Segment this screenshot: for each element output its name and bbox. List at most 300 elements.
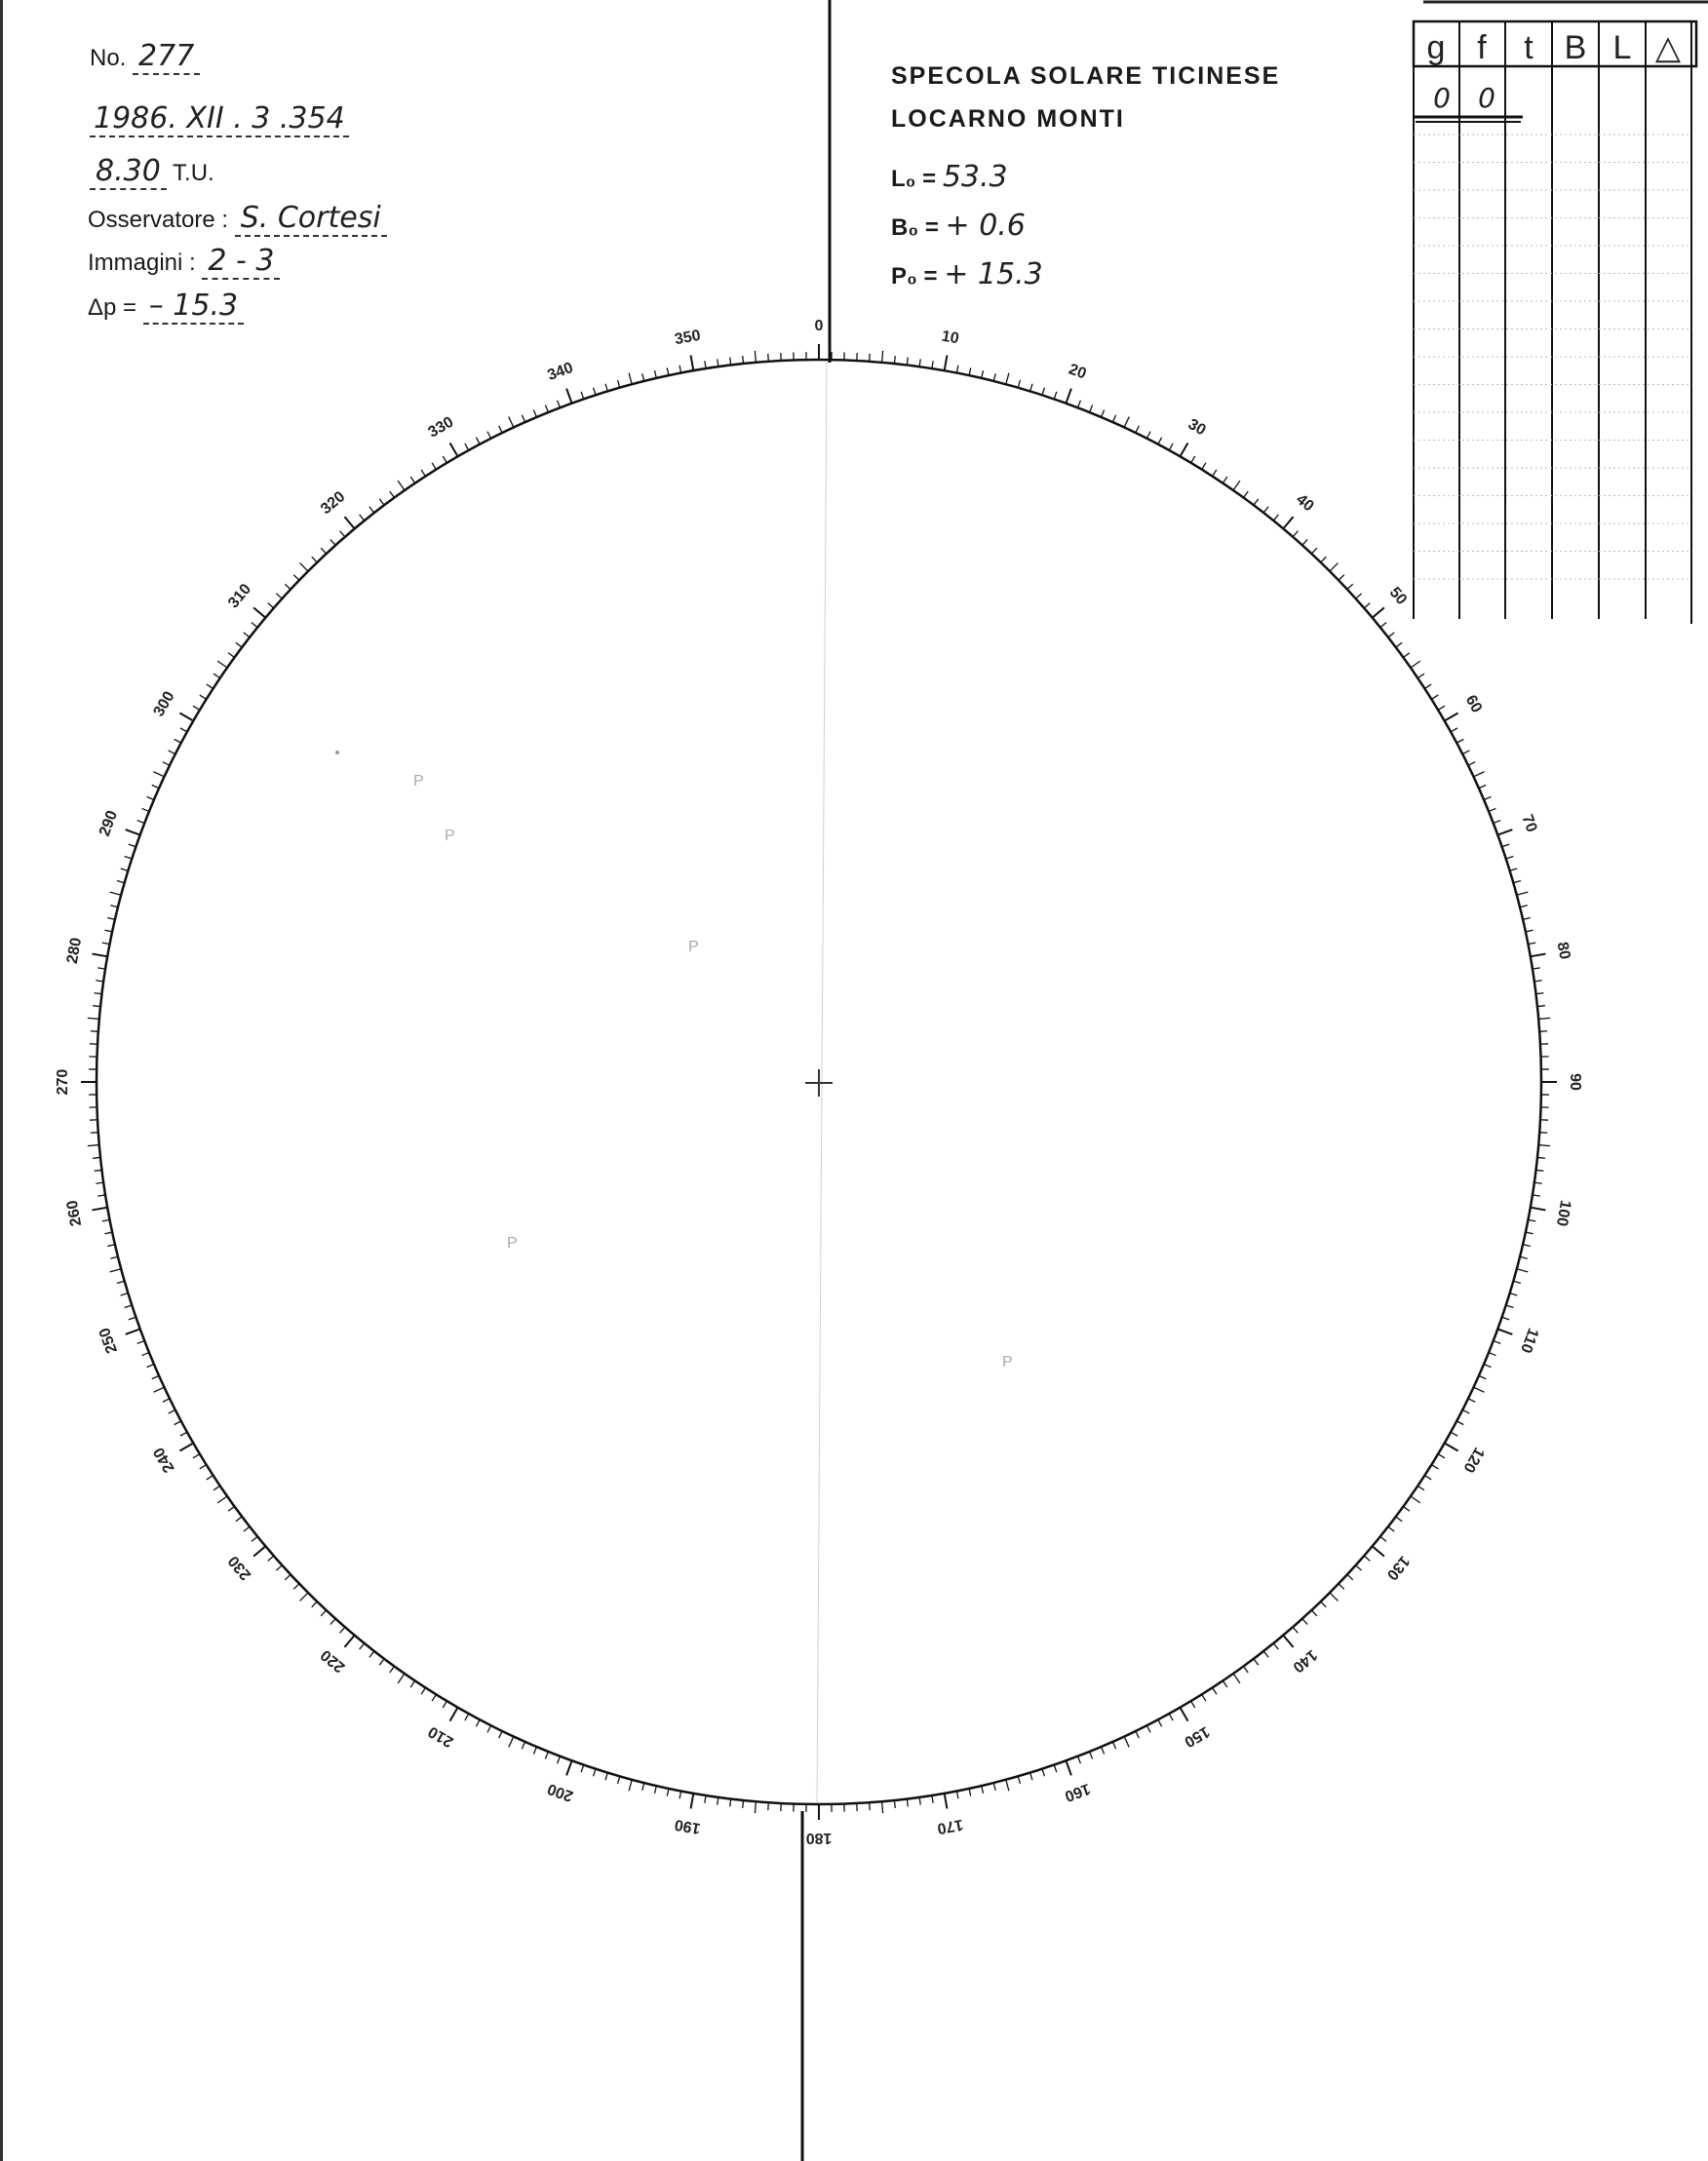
degree-tick — [691, 1794, 694, 1809]
degree-tick — [1124, 417, 1129, 428]
degree-tick — [1517, 892, 1529, 895]
degree-tick — [1158, 438, 1162, 444]
degree-tick — [117, 881, 125, 883]
degree-label: 120 — [1459, 1444, 1488, 1476]
degree-tick — [1445, 1444, 1458, 1451]
degree-tick — [344, 1636, 354, 1647]
degree-tick — [1510, 868, 1518, 870]
degree-tick — [1066, 1760, 1070, 1775]
degree-tick — [655, 370, 657, 378]
degree-tick — [293, 575, 299, 581]
degree-tick — [705, 1795, 706, 1803]
degree-tick — [236, 642, 242, 647]
degree-label: 260 — [63, 1198, 86, 1228]
degree-tick — [214, 1486, 220, 1489]
degree-tick — [104, 1232, 112, 1234]
degree-tick — [450, 443, 458, 456]
degree-tick — [1517, 1269, 1529, 1272]
degree-tick — [743, 356, 744, 364]
degree-tick — [228, 1507, 234, 1512]
degree-tick — [1411, 661, 1420, 668]
degree-tick — [1054, 392, 1057, 400]
degree-tick — [1523, 918, 1531, 920]
degree-tick — [1489, 1353, 1495, 1356]
degree-tick — [629, 373, 632, 385]
delta-p-label: Δp = — [88, 294, 137, 321]
degree-tick — [1417, 1486, 1424, 1489]
degree-tick — [1438, 1454, 1445, 1458]
table-header-t: t — [1524, 29, 1533, 66]
images-label: Immagini : — [88, 250, 196, 276]
degree-tick — [321, 548, 326, 554]
degree-tick — [945, 356, 948, 371]
degree-tick — [1136, 1731, 1140, 1738]
degree-tick — [1339, 575, 1344, 581]
degree-tick — [581, 392, 584, 400]
degree-tick — [894, 356, 895, 364]
degree-tick — [768, 354, 769, 362]
degree-tick — [1181, 443, 1188, 456]
degree-tick — [360, 1643, 365, 1649]
degree-tick — [1042, 1769, 1044, 1777]
degree-label: 300 — [150, 688, 178, 720]
record-number-value: 277 — [133, 39, 200, 75]
degree-tick — [969, 367, 971, 375]
degree-label: 10 — [940, 328, 960, 348]
degree-tick — [285, 1574, 291, 1579]
degree-tick — [1497, 830, 1512, 834]
degree-tick — [200, 1465, 207, 1469]
degree-tick — [207, 1476, 214, 1480]
degree-tick — [533, 410, 536, 417]
degree-tick — [340, 1627, 345, 1633]
degree-tick — [252, 623, 257, 628]
degree-tick — [1534, 1182, 1542, 1183]
degree-tick — [97, 968, 105, 969]
degree-tick — [509, 1737, 514, 1748]
faint-mark: P — [413, 773, 424, 790]
degree-tick — [179, 714, 193, 721]
degree-tick — [1302, 539, 1307, 545]
degree-tick — [1403, 653, 1409, 658]
degree-tick — [594, 388, 596, 396]
degree-tick — [667, 1789, 669, 1796]
param-L0-value: 53.3 — [942, 160, 1008, 194]
param-P0-value: + 15.3 — [944, 257, 1043, 291]
degree-tick — [499, 426, 503, 433]
degree-tick — [1479, 785, 1486, 788]
degree-tick — [919, 1797, 920, 1805]
degree-tick — [1451, 728, 1457, 732]
degree-tick — [1273, 1643, 1278, 1649]
faint-dot — [335, 751, 339, 754]
degree-tick — [1311, 1610, 1316, 1616]
degree-label: 150 — [1181, 1722, 1213, 1751]
degree-tick — [276, 1565, 282, 1570]
degree-label: 320 — [317, 488, 349, 519]
degree-tick — [1191, 456, 1195, 463]
degree-tick — [1474, 772, 1485, 777]
degree-tick — [142, 808, 149, 811]
degree-tick — [956, 366, 958, 373]
degree-tick — [421, 1687, 425, 1694]
degree-tick — [1373, 607, 1384, 617]
degree-tick — [1042, 388, 1044, 396]
degree-tick — [1018, 1776, 1020, 1784]
degree-tick — [97, 1195, 105, 1196]
degree-tick — [1112, 415, 1115, 422]
degree-tick — [179, 1444, 193, 1451]
degree-tick — [1484, 1365, 1491, 1368]
degree-label: 340 — [545, 359, 576, 385]
degree-tick — [1484, 796, 1491, 799]
degree-tick — [147, 1365, 154, 1368]
degree-tick — [882, 351, 883, 363]
observer-label: Osservatore : — [88, 207, 229, 233]
degree-tick — [870, 1802, 871, 1810]
degree-label: 170 — [935, 1815, 965, 1837]
degree-label: 200 — [545, 1779, 576, 1805]
degree-tick — [1244, 491, 1249, 497]
degree-tick — [93, 954, 108, 957]
degree-tick — [476, 438, 480, 444]
degree-tick — [1535, 993, 1543, 994]
table-header-g: g — [1426, 29, 1446, 66]
degree-tick — [1244, 1666, 1249, 1672]
faint-mark: P — [445, 828, 455, 844]
degree-tick — [581, 1765, 584, 1773]
degree-tick — [142, 1353, 149, 1356]
degree-tick — [1396, 1517, 1402, 1522]
faint-mark: P — [1002, 1354, 1013, 1370]
degree-tick — [1146, 432, 1150, 439]
degree-tick — [1273, 515, 1278, 521]
degree-tick — [605, 1773, 607, 1781]
degree-tick — [137, 821, 144, 824]
record-number-label: No. — [90, 45, 127, 71]
degree-tick — [1181, 1708, 1188, 1721]
degree-tick — [147, 796, 154, 799]
degree-tick — [340, 531, 345, 537]
degree-tick — [117, 1281, 125, 1283]
degree-tick — [730, 1798, 731, 1806]
degree-tick — [982, 370, 984, 378]
degree-tick — [96, 981, 103, 982]
degree-tick — [667, 367, 669, 375]
degree-tick — [421, 470, 425, 477]
degree-tick — [1462, 751, 1469, 754]
degree-tick — [1456, 1421, 1463, 1425]
degree-tick — [1347, 1574, 1353, 1579]
degree-tick — [1146, 1725, 1150, 1732]
degree-tick — [121, 868, 129, 870]
degree-tick — [1136, 426, 1140, 433]
degree-tick — [1191, 1701, 1195, 1708]
degree-tick — [1321, 1601, 1327, 1607]
degree-tick — [369, 1651, 374, 1657]
degree-tick — [154, 772, 165, 777]
degree-tick — [1169, 444, 1173, 450]
degree-tick — [1537, 1157, 1545, 1158]
degree-label: 110 — [1517, 1326, 1541, 1356]
degree-tick — [1223, 1680, 1226, 1687]
degree-tick — [1462, 1409, 1469, 1413]
degree-tick — [566, 1760, 571, 1775]
degree-tick — [107, 918, 115, 920]
degree-tick — [321, 1610, 326, 1616]
degree-tick — [1497, 1329, 1512, 1333]
degree-tick — [1523, 1245, 1531, 1247]
degree-tick — [1502, 1317, 1510, 1320]
degree-tick — [93, 1006, 100, 1007]
degree-tick — [558, 401, 561, 407]
degree-tick — [1030, 1773, 1032, 1781]
degree-tick — [152, 1375, 159, 1378]
degree-label: 80 — [1553, 941, 1573, 961]
degree-tick — [1537, 1006, 1545, 1007]
degree-tick — [1213, 470, 1217, 477]
degree-tick — [1513, 1281, 1521, 1283]
degree-tick — [545, 405, 548, 412]
degree-label: 30 — [1184, 415, 1209, 440]
degree-tick — [1254, 1659, 1259, 1665]
degree-label: 220 — [317, 1645, 349, 1676]
degree-tick — [509, 417, 514, 428]
degree-tick — [558, 1756, 561, 1763]
degree-tick — [96, 1182, 103, 1183]
degree-tick — [655, 1786, 657, 1794]
degree-tick — [1539, 1133, 1547, 1134]
degree-tick — [163, 762, 170, 766]
degree-tick — [169, 1409, 175, 1413]
degree-tick — [137, 1341, 144, 1344]
degree-tick — [110, 906, 118, 907]
degree-tick — [126, 1329, 140, 1333]
degree-tick — [1424, 684, 1431, 688]
faint-mark: P — [507, 1235, 518, 1252]
degree-tick — [1330, 563, 1338, 571]
degree-tick — [768, 1802, 769, 1810]
degree-tick — [1531, 1208, 1546, 1211]
degree-tick — [102, 943, 110, 945]
degree-tick — [312, 557, 318, 562]
degree-label: 330 — [425, 413, 457, 442]
degree-tick — [125, 1305, 133, 1307]
degree-tick — [1066, 389, 1070, 404]
degree-tick — [1356, 1565, 1362, 1570]
degree-tick — [1102, 1747, 1105, 1754]
degree-tick — [642, 373, 644, 381]
degree-tick — [180, 728, 187, 732]
degree-tick — [398, 481, 405, 490]
degree-tick — [1538, 1145, 1550, 1146]
degree-tick — [104, 930, 112, 932]
degree-tick — [1006, 373, 1009, 385]
degree-tick — [300, 563, 308, 571]
degree-tick — [1520, 906, 1528, 907]
degree-tick — [1526, 1232, 1533, 1234]
degree-tick — [360, 515, 365, 521]
table-header-f: f — [1477, 29, 1487, 66]
table-header-box — [1414, 21, 1696, 66]
faint-mark: P — [688, 939, 699, 955]
degree-tick — [268, 603, 274, 608]
degree-tick — [93, 1157, 100, 1158]
degree-label: 160 — [1062, 1779, 1093, 1805]
degree-tick — [679, 366, 681, 373]
degree-tick — [1535, 1170, 1543, 1171]
degree-tick — [932, 361, 933, 368]
degree-tick — [691, 356, 694, 371]
degree-tick — [594, 1769, 596, 1777]
degree-tick — [969, 1789, 971, 1796]
degree-tick — [1468, 1399, 1475, 1403]
degree-tick — [1202, 1694, 1206, 1701]
degree-tick — [1424, 1476, 1431, 1480]
degree-tick — [236, 1517, 242, 1522]
degree-tick — [129, 844, 136, 847]
observatory-line-2: LOCARNO MONTI — [891, 105, 1125, 133]
scan-edge-left — [0, 0, 3, 2161]
table-value-f: 0 — [1478, 82, 1495, 114]
degree-tick — [1431, 1465, 1438, 1469]
degree-tick — [253, 1546, 265, 1556]
degree-tick — [476, 1719, 480, 1726]
degree-tick — [1311, 548, 1316, 554]
degree-tick — [907, 358, 908, 366]
degree-tick — [1520, 1256, 1528, 1258]
degree-tick — [1283, 1636, 1293, 1647]
degree-tick — [1468, 762, 1475, 766]
table-header-delta: △ — [1654, 29, 1682, 66]
group-table — [1414, 21, 1696, 624]
degree-tick — [1330, 1593, 1338, 1601]
degree-tick — [344, 517, 354, 528]
degree-tick — [180, 1432, 187, 1436]
degree-tick — [755, 351, 756, 363]
degree-tick — [1494, 1341, 1500, 1344]
degree-tick — [369, 507, 374, 513]
degree-tick — [193, 706, 200, 710]
degree-label: 280 — [63, 936, 86, 966]
degree-label: 0 — [814, 318, 824, 335]
degree-tick — [1339, 1584, 1344, 1590]
degree-label: 40 — [1293, 490, 1317, 516]
degree-tick — [276, 594, 282, 598]
degree-tick — [154, 1387, 165, 1392]
degree-tick — [1474, 1387, 1485, 1392]
degree-tick — [705, 361, 706, 368]
degree-tick — [293, 1584, 299, 1590]
degree-tick — [882, 1801, 883, 1813]
degree-tick — [1347, 584, 1353, 589]
degree-tick — [487, 432, 491, 439]
degree-tick — [1254, 499, 1259, 505]
degree-tick — [443, 456, 446, 463]
degree-tick — [1321, 557, 1327, 562]
degree-tick — [932, 1795, 933, 1803]
degree-tick — [1479, 1375, 1486, 1378]
degree-tick — [443, 1701, 446, 1708]
degree-tick — [1158, 1719, 1162, 1726]
degree-tick — [244, 633, 250, 637]
degree-tick — [1534, 981, 1542, 982]
degree-tick — [214, 674, 220, 677]
degree-tick — [1223, 477, 1226, 483]
degree-tick — [1102, 410, 1105, 417]
degree-tick — [107, 1245, 115, 1247]
degree-tick — [1403, 1507, 1409, 1512]
degree-tick — [244, 1526, 250, 1531]
degree-tick — [1526, 930, 1533, 932]
degree-label: 350 — [673, 327, 703, 349]
degree-tick — [1233, 481, 1240, 490]
degree-tick — [1539, 1031, 1547, 1032]
degree-tick — [175, 1421, 181, 1425]
degree-tick — [110, 892, 122, 895]
degree-tick — [1054, 1765, 1057, 1773]
degree-tick — [169, 751, 175, 754]
degree-tick — [1202, 463, 1206, 470]
observer-value: S. Cortesi — [235, 201, 387, 237]
degree-tick — [125, 857, 133, 859]
degree-tick — [1373, 1546, 1384, 1556]
degree-tick — [1388, 1526, 1394, 1531]
degree-tick — [1006, 1780, 1009, 1792]
degree-tick — [1538, 1018, 1550, 1019]
degree-tick — [1283, 517, 1293, 528]
degree-tick — [217, 661, 227, 668]
time-unit: T.U. — [173, 160, 214, 186]
degree-label: 100 — [1552, 1198, 1574, 1228]
degree-tick — [88, 1018, 99, 1019]
degree-tick — [1112, 1742, 1115, 1749]
degree-tick — [919, 359, 920, 367]
degree-tick — [110, 1256, 118, 1258]
degree-tick — [1302, 1619, 1307, 1625]
faint-pencil-marks — [335, 751, 1013, 1370]
degree-tick — [1438, 706, 1445, 710]
degree-tick — [956, 1791, 958, 1798]
param-P0-label: P₀ = — [891, 263, 938, 289]
degree-label: 140 — [1289, 1645, 1321, 1676]
degree-tick — [91, 1031, 98, 1032]
degree-tick — [465, 444, 469, 450]
degree-tick — [1528, 1219, 1535, 1221]
degree-tick — [95, 1170, 102, 1171]
degree-tick — [1513, 881, 1521, 883]
degree-tick — [390, 491, 395, 497]
delta-p-value: – 15.3 — [143, 289, 244, 325]
table-header-B: B — [1564, 29, 1587, 66]
degree-tick — [1233, 1674, 1240, 1683]
degree-tick — [1528, 943, 1535, 945]
date-value: 1986. XII . 3 .354 — [90, 101, 349, 137]
degree-tick — [379, 499, 384, 505]
degree-tick — [1494, 821, 1500, 824]
observatory-line-1: SPECOLA SOLARE TICINESE — [891, 62, 1281, 90]
degree-tick — [217, 1496, 227, 1503]
degree-tick — [487, 1725, 491, 1732]
degree-tick — [379, 1659, 384, 1665]
degree-tick — [398, 1674, 405, 1683]
degree-tick — [1380, 1536, 1386, 1541]
degree-tick — [945, 1794, 948, 1809]
degree-tick — [566, 389, 571, 404]
degree-tick — [110, 1269, 122, 1272]
degree-tick — [126, 830, 140, 834]
degree-tick — [300, 1593, 308, 1601]
